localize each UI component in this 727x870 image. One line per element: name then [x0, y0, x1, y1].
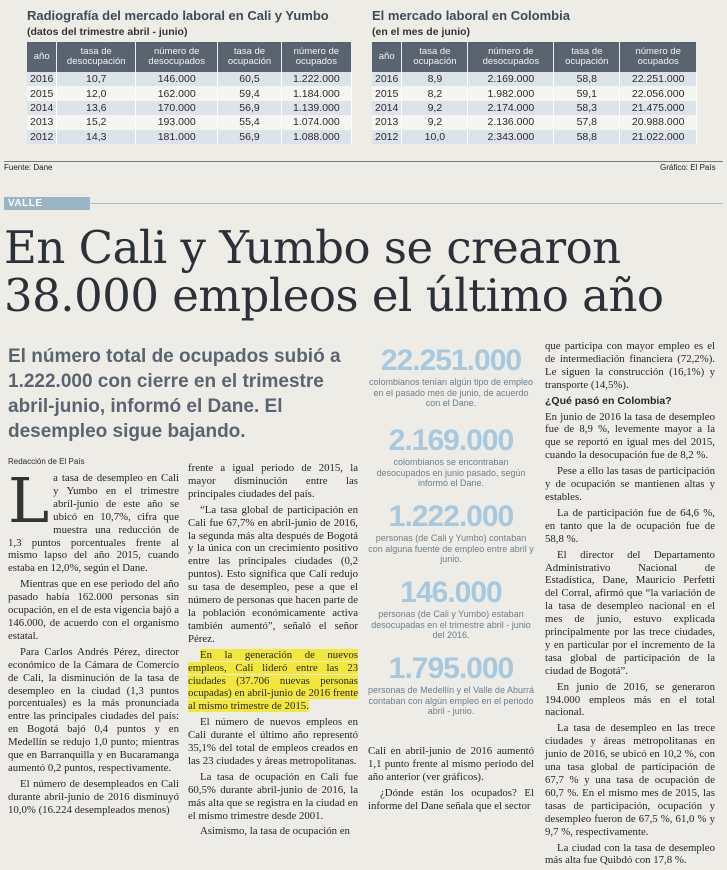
- table-cell: 1.982.000: [468, 86, 554, 100]
- col1-p2: Mientras que en ese periodo del año pasado había 162.000 personas sin ocupación, en el de esta vigencia bajó a 146.000, de acuerdo con el organismo estatal.: [8, 578, 179, 642]
- table-cell: 2013: [372, 115, 402, 129]
- stats-column: [368, 345, 534, 729]
- col4-p5: El director del Departamento Administrativo Nacional de Estadística, Dane, Mauricio Perfetti del Corral, afirmó que “la variación de la tasa de desempleo nacional en el mes de junio, estuvo explicada principalmente por las trece ciudades, y en particular por el incremento de la tasa global de participación de la ciudad de Bogotá”.: [545, 548, 715, 677]
- right-table-subtitle: (en el mes de junio): [372, 26, 471, 38]
- table-cell: 10,0: [402, 130, 468, 144]
- right-data-table: [372, 42, 697, 144]
- table-cell: 2015: [27, 86, 57, 100]
- stat-number: 1.222.000: [388, 500, 514, 533]
- table-row: [372, 86, 697, 100]
- dropcap: L: [8, 464, 50, 537]
- table-row: [372, 130, 697, 144]
- col4-p7: La tasa de desempleo en las trece ciudades y áreas metropolitanas en junio de 2016, se ubicó en 10,2 %, con una tasa global de participación de 67,7 % y una tasa de ocupación de 60,7 %. En el mismo mes de 2015, las tasas de participación, ocupación y desempleo fueron de 67,5 %, 61,0 % y 9,7 %, respectivamente.: [545, 722, 715, 838]
- col4-p4: La de participación fue de 64,6 %, en tanto que la de ocupación fue de 58,8 %.: [545, 506, 715, 545]
- byline: Redacción de El País: [8, 457, 85, 466]
- table-cell: 2.169.000: [468, 72, 554, 86]
- table-cell: 22.056.000: [620, 86, 697, 100]
- table-header: número de ocupados: [281, 42, 351, 72]
- col1-p4: El número de desempleados en Cali durante abril-junio de 2016 disminuyó 10,0% (16.224 desempleados menos): [8, 777, 179, 816]
- col1-p3: Para Carlos Andrés Pérez, director económico de la Cámara de Comercio de Cali, la disminución de la tasa de desempleo en la ciudad (1,3 puntos porcentuales) es la más pronunciada entre las principales ciudades del país: en Bogotá bajó 0,4 puntos y en Medellín se redujo 1,0 punto; mientras que en Barranquilla y en Bucaramanga aumentó 0,2 puntos, respectivamente.: [8, 645, 179, 774]
- col2-p6: Asimismo, la tasa de ocupación en: [200, 825, 350, 838]
- stat-number: 146.000: [400, 576, 502, 609]
- col2-highlight: En la generación de nuevos empleos, Cali lideró entre las 23 ciudades (37.706 nuevas personas ocupadas) en abril-junio de 2016 frente al mismo trimestre de 2015.: [188, 648, 358, 713]
- table-cell: 2.343.000: [468, 130, 554, 144]
- stat-caption: personas (de Cali y Yumbo) contaban con alguna fuente de empleo entre abril y junio.: [368, 533, 534, 564]
- col4-p8: La ciudad con la tasa de desempleo más alta fue Quibdó con 17,8 %.: [545, 841, 715, 867]
- table-cell: 9,2: [402, 115, 468, 129]
- table-cell: 1.088.000: [281, 130, 351, 144]
- col3-p1: Cali en abril-junio de 2016 aumentó 1,1 punto frente al mismo periodo del año anterior (ver gráficos).: [368, 745, 534, 783]
- stat-item: [368, 425, 534, 501]
- table-cell: 1.184.000: [281, 86, 351, 100]
- table-header: tasa de desocupación: [57, 42, 136, 72]
- table-cell: 59,1: [554, 86, 620, 100]
- table-cell: 2013: [27, 115, 57, 129]
- stat-caption: personas de Medellín y el Valle de Aburrá contaban con algún empleo en el periodo abril - junio.: [368, 685, 534, 716]
- stat-caption: colombianos se encontraban desocupados en junio pasado, según informó el Dane.: [376, 457, 526, 488]
- table-row: [372, 115, 697, 129]
- table-cell: 2016: [372, 72, 402, 86]
- headline: [4, 221, 724, 322]
- column-4: [545, 340, 715, 870]
- stat-item: [368, 653, 534, 729]
- source-note: Fuente: Dane: [4, 163, 53, 172]
- col4-p6: En junio de 2016, se generaron 194.000 empleos más en el total nacional.: [545, 680, 715, 719]
- table-header: tasa de ocupación: [554, 42, 620, 72]
- table-cell: 2014: [372, 101, 402, 115]
- headline-line-2: 38.000 empleos el último año: [4, 269, 664, 322]
- divider: [4, 161, 723, 162]
- column-2: [188, 462, 358, 841]
- table-row: [27, 115, 352, 129]
- deck: El número total de ocupados subió a 1.222.000 con cierre en el trimestre abril-junio, informó el Dane. El desempleo sigue bajando.: [8, 346, 341, 442]
- table-cell: 2016: [27, 72, 57, 86]
- table-cell: 1.222.000: [281, 72, 351, 86]
- table-row: [372, 72, 697, 86]
- table-cell: 59,4: [218, 86, 281, 100]
- table-cell: 20.988.000: [620, 115, 697, 129]
- left-table-subtitle: (datos del trimestre abril - junio): [27, 26, 188, 38]
- table-cell: 2.136.000: [468, 115, 554, 129]
- table-cell: 13,6: [57, 101, 136, 115]
- table-header: número de ocupados: [620, 42, 697, 72]
- table-header: tasa de ocupación: [402, 42, 468, 72]
- table-cell: 58,8: [554, 72, 620, 86]
- col2-p2: “La tasa global de participación en Cali fue 67,7% en abril-junio de 2016, la segunda más alta después de Bogotá y la única con un crecimiento positivo entre las principales ciudades (0,2 puntos). Esto significa que Cali redujo su tasa de desempleo, pese a que el número de personas que hacen parte de la población económicamente activa también aumentó”, señaló el señor Pérez.: [188, 503, 358, 645]
- col1-p1: a tasa de desempleo en Cali y Yumbo en el trimestre abril-junio de este año se ubicó en 10,7%, cifra que muestra una reducción de 1,3 puntos porcentuales frente al mismo lapso del año 2015, cuando estaba en 12,0%, según el Dane.: [8, 472, 179, 575]
- column-1: [8, 464, 179, 820]
- table-cell: 8,2: [402, 86, 468, 100]
- table-header: número de desocupados: [136, 42, 218, 72]
- table-row: [27, 101, 352, 115]
- table-row: [27, 86, 352, 100]
- stat-caption: personas (de Cali y Yumbo) estaban desocupadas en el trimestre abril - junio del 2016.: [371, 609, 531, 640]
- table-header: tasa de ocupación: [218, 42, 281, 72]
- table-cell: 2015: [372, 86, 402, 100]
- stat-number: 22.251.000: [380, 344, 522, 377]
- col4-p2: En junio de 2016 la tasa de desempleo fue de 8,9 %, levemente mayor a la que se reportó en igual mes del 2015, cuando la desocupación fue de 8,2 %.: [545, 410, 715, 462]
- table-header: número de desocupados: [468, 42, 554, 72]
- col4-p3: Pese a ello las tasas de participación y de ocupación se mantienen altas y estables.: [545, 465, 715, 503]
- table-cell: 55,4: [218, 115, 281, 129]
- table-cell: 58,8: [554, 130, 620, 144]
- stat-caption: colombianos tenían algún tipo de empleo en el pasado mes de junio, de acuerdo con el Dane.: [368, 377, 534, 408]
- table-cell: 22.251.000: [620, 72, 697, 86]
- col3-p2: ¿Dónde están los ocupados? El informe del Dane señala que el sector: [368, 786, 534, 812]
- left-table-title: Radiografía del mercado laboral en Cali y Yumbo: [27, 8, 329, 23]
- table-cell: 56,9: [218, 101, 281, 115]
- left-data-table: [27, 42, 352, 144]
- stat-number: 2.169.000: [388, 424, 514, 457]
- table-header: año: [27, 42, 57, 72]
- table-cell: 12,0: [57, 86, 136, 100]
- headline-line-1: En Cali y Yumbo se crearon: [4, 221, 621, 274]
- table-cell: 58,3: [554, 101, 620, 115]
- table-row: [372, 101, 697, 115]
- table-cell: 162.000: [136, 86, 218, 100]
- table-cell: 21.475.000: [620, 101, 697, 115]
- table-cell: 14,3: [57, 130, 136, 144]
- col2-p1: frente a igual periodo de 2015, la mayor disminución entre las principales ciudades del país.: [188, 462, 358, 500]
- table-row: [27, 130, 352, 144]
- table-cell: 57,8: [554, 115, 620, 129]
- table-cell: 2012: [27, 130, 57, 144]
- table-header: año: [372, 42, 402, 72]
- col4-p1: que participa con mayor empleo es el de intermediación financiera (72,2%). Le siguen la construcción (16,1%) y transporte (14,5%).: [545, 340, 715, 391]
- table-cell: 10,7: [57, 72, 136, 86]
- table-cell: 170.000: [136, 101, 218, 115]
- table-row: [27, 72, 352, 86]
- table-cell: 146.000: [136, 72, 218, 86]
- section-rule: [86, 203, 723, 204]
- table-cell: 1.074.000: [281, 115, 351, 129]
- section-label: VALLE: [4, 197, 90, 210]
- col2-p4: El número de nuevos empleos en Cali durante el último año representó 35,1% del total de empleos creados en las 23 ciudades y áreas metropolitanas.: [188, 716, 358, 767]
- graphic-credit: Gráfico: El País: [660, 163, 716, 172]
- table-cell: 21.022.000: [620, 130, 697, 144]
- column-3-bottom: [368, 745, 534, 816]
- table-cell: 2012: [372, 130, 402, 144]
- stat-item: [368, 577, 534, 653]
- stat-item: [368, 345, 534, 425]
- table-cell: 193.000: [136, 115, 218, 129]
- table-cell: 8,9: [402, 72, 468, 86]
- col2-p5: La tasa de ocupación en Cali fue 60,5% durante abril-junio de 2016, la más alta que se registra en la ciudad en el mismo trimestre desde 2001.: [188, 770, 358, 822]
- stat-number: 1.795.000: [388, 652, 514, 685]
- table-cell: 1.139.000: [281, 101, 351, 115]
- right-table-title: El mercado laboral en Colombia: [372, 8, 570, 23]
- table-cell: 15,2: [57, 115, 136, 129]
- table-cell: 181.000: [136, 130, 218, 144]
- table-cell: 2014: [27, 101, 57, 115]
- table-cell: 56,9: [218, 130, 281, 144]
- table-cell: 2.174.000: [468, 101, 554, 115]
- stat-item: [368, 501, 534, 577]
- subhead: ¿Qué pasó en Colombia?: [545, 394, 672, 407]
- table-cell: 60,5: [218, 72, 281, 86]
- table-cell: 9,2: [402, 101, 468, 115]
